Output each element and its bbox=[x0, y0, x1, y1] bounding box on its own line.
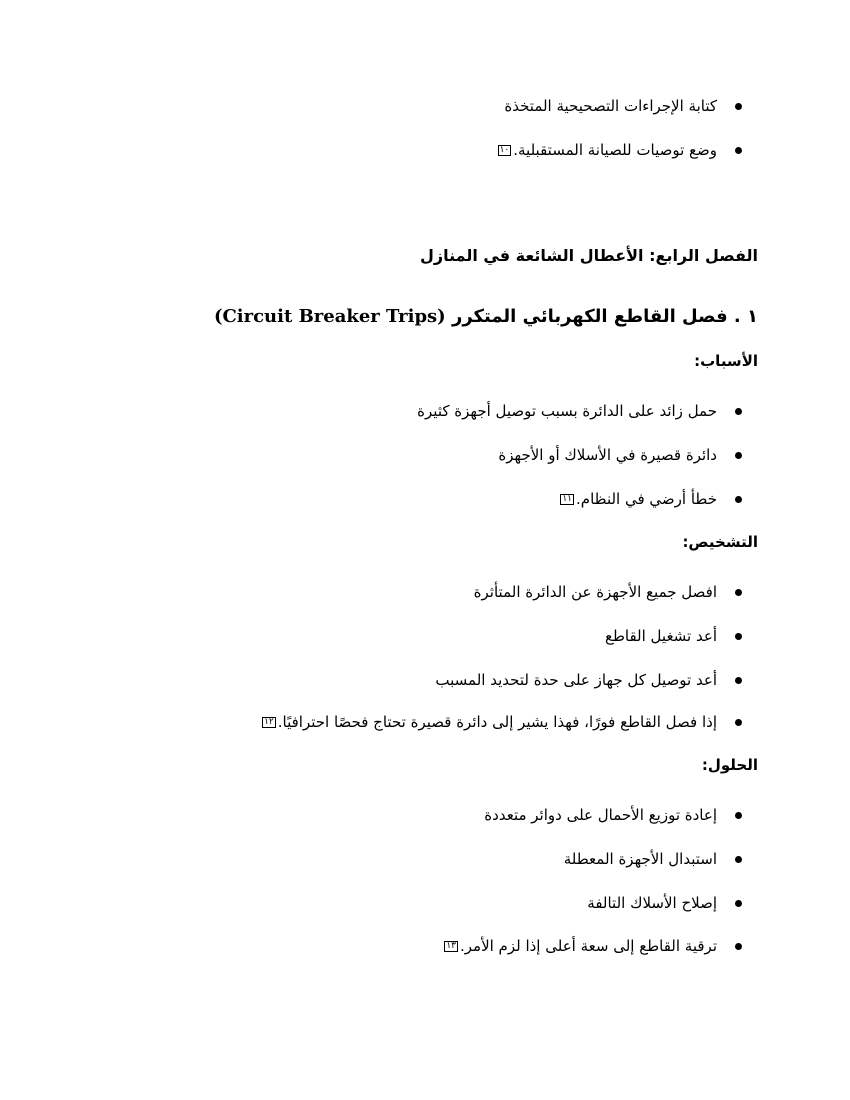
footnote-reference[interactable]: ١١ bbox=[562, 493, 573, 504]
list-item bbox=[40, 624, 742, 648]
bullet-icon bbox=[735, 589, 742, 596]
list-item-text: استبدال الأجهزة المعطلة bbox=[563, 850, 717, 868]
causes-heading: الأسباب: bbox=[694, 352, 758, 370]
list-item-text: كتابة الإجراءات التصحيحية المتخذة bbox=[504, 97, 717, 115]
list-item bbox=[40, 934, 742, 958]
list-item bbox=[40, 580, 742, 604]
diagnosis-heading: التشخيص: bbox=[682, 533, 758, 551]
bullet-icon bbox=[735, 943, 742, 950]
list-item-text: إصلاح الأسلاك التالفة bbox=[587, 894, 717, 912]
section-title-english: (Circuit Breaker Trips) bbox=[213, 306, 446, 327]
bullet-icon bbox=[735, 496, 742, 503]
footnote-reference[interactable]: ١٢ bbox=[264, 716, 274, 727]
bullet-icon bbox=[735, 719, 742, 726]
list-item-text: وضع توصيات للصيانة المستقبلية. bbox=[513, 141, 717, 159]
list-item bbox=[40, 94, 742, 118]
list-item bbox=[40, 487, 742, 511]
section-title-arabic: فصل القاطع الكهربائي المتكرر bbox=[451, 306, 728, 327]
bullet-icon bbox=[735, 103, 742, 110]
solutions-heading: الحلول: bbox=[701, 756, 758, 774]
bullet-icon bbox=[735, 856, 742, 863]
list-item-text: حمل زائد على الدائرة بسبب توصيل أجهزة كثيرة bbox=[417, 402, 717, 420]
list-item bbox=[40, 668, 742, 692]
list-item-text: دائرة قصيرة في الأسلاك أو الأجهزة bbox=[498, 446, 717, 464]
list-item-text: أعد توصيل كل جهاز على حدة لتحديد المسبب bbox=[435, 671, 717, 689]
list-item bbox=[40, 847, 742, 871]
bullet-icon bbox=[735, 812, 742, 819]
footnote-reference[interactable]: ١٠ bbox=[499, 144, 510, 155]
list-item-text: افصل جميع الأجهزة عن الدائرة المتأثرة bbox=[473, 583, 717, 601]
list-item-text: ترقية القاطع إلى سعة أعلى إذا لزم الأمر. bbox=[459, 937, 717, 955]
list-item bbox=[40, 803, 742, 827]
list-item-text: إعادة توزيع الأحمال على دوائر متعددة bbox=[484, 806, 717, 824]
list-item bbox=[40, 443, 742, 467]
bullet-icon bbox=[735, 677, 742, 684]
bullet-icon bbox=[735, 147, 742, 154]
footnote-reference[interactable]: ١٣ bbox=[446, 940, 456, 951]
list-item bbox=[40, 138, 742, 162]
list-item bbox=[40, 399, 742, 423]
list-item bbox=[40, 891, 742, 915]
list-item-text: إذا فصل القاطع فورًا، فهذا يشير إلى دائرة قصيرة تحتاج فحصًا احترافيًا. bbox=[277, 713, 717, 731]
bullet-icon bbox=[735, 633, 742, 640]
section-number: ١ . bbox=[733, 306, 758, 327]
bullet-icon bbox=[735, 408, 742, 415]
list-item bbox=[40, 710, 742, 734]
section-title bbox=[40, 306, 758, 327]
list-item-text: أعد تشغيل القاطع bbox=[604, 627, 717, 645]
chapter-title: الفصل الرابع: الأعطال الشائعة في المنازل bbox=[419, 246, 758, 265]
bullet-icon bbox=[735, 900, 742, 907]
bullet-icon bbox=[735, 452, 742, 459]
list-item-text: خطأ أرضي في النظام. bbox=[576, 490, 717, 508]
